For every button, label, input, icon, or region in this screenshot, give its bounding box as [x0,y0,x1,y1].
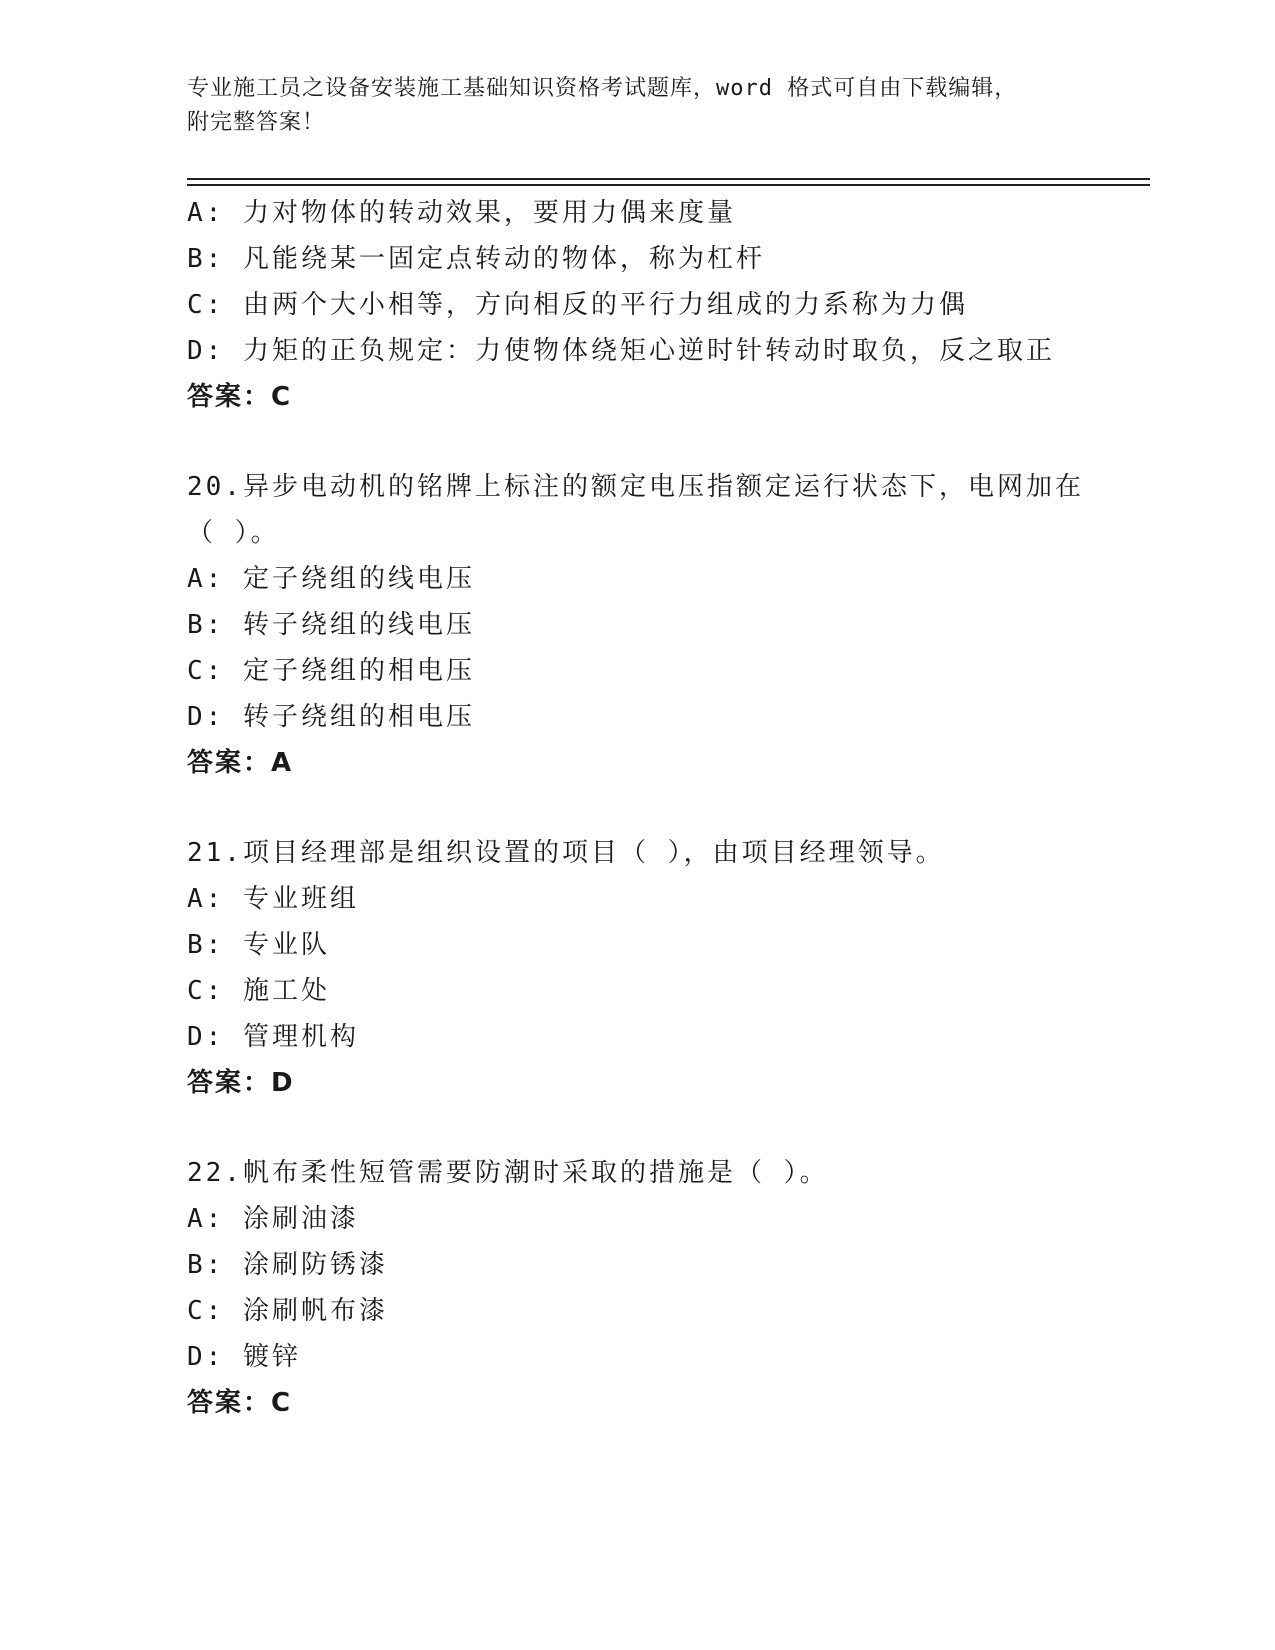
question-stem-line-2: （ ）。 [187,518,280,548]
option-b: B: 涂刷防锈漆 [187,1250,388,1280]
answer-line: 答案：C [187,1388,293,1418]
question-stem: 21.项目经理部是组织设置的项目（ ），由项目经理领导。 [187,838,945,868]
option-a: A: 力对物体的转动效果，要用力偶来度量 [187,198,736,228]
option-c: C: 施工处 [187,976,330,1006]
option-b: B: 专业队 [187,930,330,960]
question-spacer [187,786,1147,830]
option-d: D: 转子绕组的相电压 [187,702,475,732]
option-a: A: 定子绕组的线电压 [187,564,475,594]
answer-line: 答案：A [187,748,294,778]
question-stem: 22.帆布柔性短管需要防潮时采取的措施是（ ）。 [187,1158,829,1188]
question-spacer [187,1106,1147,1150]
option-d: D: 镀锌 [187,1342,301,1372]
option-b: B: 凡能绕某一固定点转动的物体，称为杠杆 [187,244,765,274]
header-line-2: 附完整答案！ [187,110,326,135]
header-line-1: 专业施工员之设备安装施工基础知识资格考试题库，word 格式可自由下载编辑， [187,76,1018,101]
question-20-block [187,464,1147,786]
option-b: B: 转子绕组的线电压 [187,610,475,640]
option-d: D: 管理机构 [187,1022,359,1052]
question-list [187,190,1147,1426]
option-d: D: 力矩的正负规定：力使物体绕矩心逆时针转动时取负，反之取正 [187,336,1055,366]
question-spacer [187,420,1147,464]
option-c: C: 涂刷帆布漆 [187,1296,388,1326]
answer-line: 答案：D [187,1068,295,1098]
answer-line: 答案：C [187,382,293,412]
question-stem-line-1: 20.异步电动机的铭牌上标注的额定电压指额定运行状态下，电网加在 [187,472,1084,502]
question-21-block [187,830,1147,1106]
question-19-block [187,190,1147,420]
option-a: A: 涂刷油漆 [187,1204,359,1234]
header-divider-bottom [187,184,1150,186]
header-divider-top [187,178,1150,180]
option-a: A: 专业班组 [187,884,359,914]
option-c: C: 由两个大小相等，方向相反的平行力组成的力系称为力偶 [187,290,968,320]
document-header [187,72,1087,140]
question-22-block [187,1150,1147,1426]
option-c: C: 定子绕组的相电压 [187,656,475,686]
